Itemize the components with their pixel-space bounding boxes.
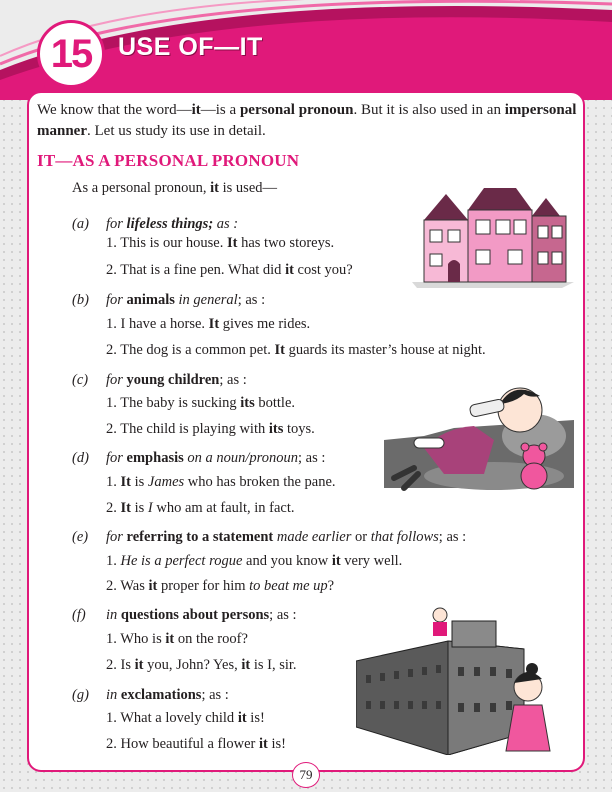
text-run: for — [106, 450, 127, 466]
text-run: referring to a statement — [126, 529, 274, 545]
rule-a: (a) for lifeless things; as : — [72, 216, 239, 232]
example-a2 — [106, 262, 353, 279]
text-run: on the roof? — [174, 631, 248, 647]
text-run: 2. — [106, 500, 121, 516]
text-run: gives me rides. — [219, 316, 311, 332]
text-run: its — [268, 421, 284, 437]
text-run: very well. — [340, 553, 403, 569]
text-run: on a noun/pronoun — [183, 450, 299, 466]
text-run: toys. — [283, 421, 315, 437]
text-run: ; as : — [219, 372, 247, 388]
text-run: 2. The dog is a common pet. — [106, 342, 275, 358]
text-run: for — [106, 529, 127, 545]
text-run: it — [241, 657, 251, 673]
text-run: is — [130, 474, 148, 490]
text-run: for — [106, 216, 127, 232]
text-run: it — [237, 710, 247, 726]
text-run: questions about persons — [120, 607, 270, 623]
section-heading: IT—AS A PERSONAL PRONOUN — [37, 151, 300, 170]
text-run: 1. — [106, 474, 121, 490]
text-run: for — [106, 292, 127, 308]
text-run: is! — [246, 710, 265, 726]
text-run: it — [331, 553, 341, 569]
text-run: it — [148, 578, 158, 594]
text-run: is — [130, 500, 148, 516]
text-run: I — [147, 500, 153, 516]
text-run: It — [120, 500, 131, 516]
text-run: ? — [327, 578, 335, 594]
text-run: ; as : — [269, 607, 297, 623]
text-run: 1. This is our house. — [106, 235, 227, 251]
text-run: 1. What a lovely child — [106, 710, 238, 726]
text-run: 1. The baby is sucking — [106, 395, 241, 411]
rule-g: (g) in exclamations; as : — [72, 687, 229, 703]
text-run: is! — [267, 736, 286, 752]
text-run: it — [285, 262, 294, 278]
example-g2 — [106, 736, 286, 753]
text-run: proper for him — [157, 578, 250, 594]
house-illustration — [412, 180, 574, 288]
text-run: James — [147, 474, 185, 490]
text-run: lifeless things; — [126, 216, 214, 232]
lead-sentence: As a personal pronoun, it is used— — [72, 180, 277, 196]
example-e1 — [106, 553, 402, 570]
text-run: ; as : — [298, 450, 326, 466]
rule-b: (b) for animals in general; as : — [72, 292, 266, 308]
text-run: as : — [213, 216, 239, 232]
chapter-title: USE OF—IT — [118, 33, 263, 61]
text-run: is I, sir. — [250, 657, 297, 673]
text-run: in general — [174, 292, 238, 308]
example-f2 — [106, 657, 297, 674]
text-run: in — [106, 687, 121, 703]
text-run: to beat me up — [249, 578, 328, 594]
text-run: who am at fault, in fact. — [152, 500, 295, 516]
text-run: and you know — [242, 553, 332, 569]
text-run: or — [351, 529, 371, 545]
text-run: it — [134, 657, 144, 673]
text-run: its — [240, 395, 255, 411]
text-run: guards its master’s house at night. — [284, 342, 486, 358]
text-run: who has broken the pane. — [184, 474, 336, 490]
text-run: 1. Who is — [106, 631, 166, 647]
text-run: 2. That is a fine pen. What did — [106, 262, 286, 278]
text-run: 2. Is — [106, 657, 135, 673]
text-run: young children — [126, 372, 220, 388]
text-run: made earlier — [273, 529, 352, 545]
example-c2 — [106, 421, 315, 438]
rule-d: (d) for emphasis on a noun/pronoun; as : — [72, 450, 326, 466]
text-run: ; as : — [237, 292, 266, 308]
text-run: 1. I have a horse. — [106, 316, 209, 332]
text-run: for — [106, 372, 127, 388]
text-run: has two storeys. — [237, 235, 335, 251]
text-run: 1. — [106, 553, 121, 569]
text-run: 2. Was — [106, 578, 149, 594]
text-run: It — [120, 474, 131, 490]
example-b2 — [106, 342, 486, 359]
example-e2 — [106, 578, 334, 595]
page-number: 79 — [292, 762, 320, 788]
example-d1 — [106, 474, 336, 491]
text-run: It — [226, 235, 238, 251]
text-run: He is a perfect rogue — [120, 553, 243, 569]
text-run: ; as : — [438, 529, 467, 545]
text-run: exclamations — [120, 687, 202, 703]
text-run: It — [274, 342, 285, 358]
text-run: bottle. — [254, 395, 296, 411]
text-run: you, John? Yes, — [143, 657, 242, 673]
text-run: cost you? — [293, 262, 353, 278]
text-run: 2. How beautiful a flower — [106, 736, 260, 752]
text-run: ; as : — [201, 687, 229, 703]
rule-e: (e) for referring to a statement made earlier or that follows; as : — [72, 529, 467, 545]
baby-illustration — [384, 378, 574, 498]
example-b1 — [106, 316, 310, 333]
example-f1 — [106, 631, 248, 648]
building-illustration — [356, 605, 578, 755]
text-run: It — [208, 316, 220, 332]
text-run: it — [165, 631, 175, 647]
text-run: in — [106, 607, 121, 623]
example-d2 — [106, 500, 294, 517]
chapter-number: 15 — [37, 20, 105, 88]
text-run: that follows — [370, 529, 439, 545]
text-run: 2. The child is playing with — [106, 421, 269, 437]
example-a1 — [106, 235, 334, 252]
text-run: it — [259, 736, 268, 752]
text-run: animals — [126, 292, 175, 308]
example-c1 — [106, 395, 295, 412]
example-g1 — [106, 710, 265, 727]
intro-paragraph: We know that the word—it—is a personal pronoun. But it is also used in an impersonal manner. Let us study its use in detail. — [37, 102, 577, 139]
text-run: emphasis — [126, 450, 184, 466]
rule-f: (f) in questions about persons; as : — [72, 607, 297, 623]
rule-c: (c) for young children; as : — [72, 372, 247, 388]
